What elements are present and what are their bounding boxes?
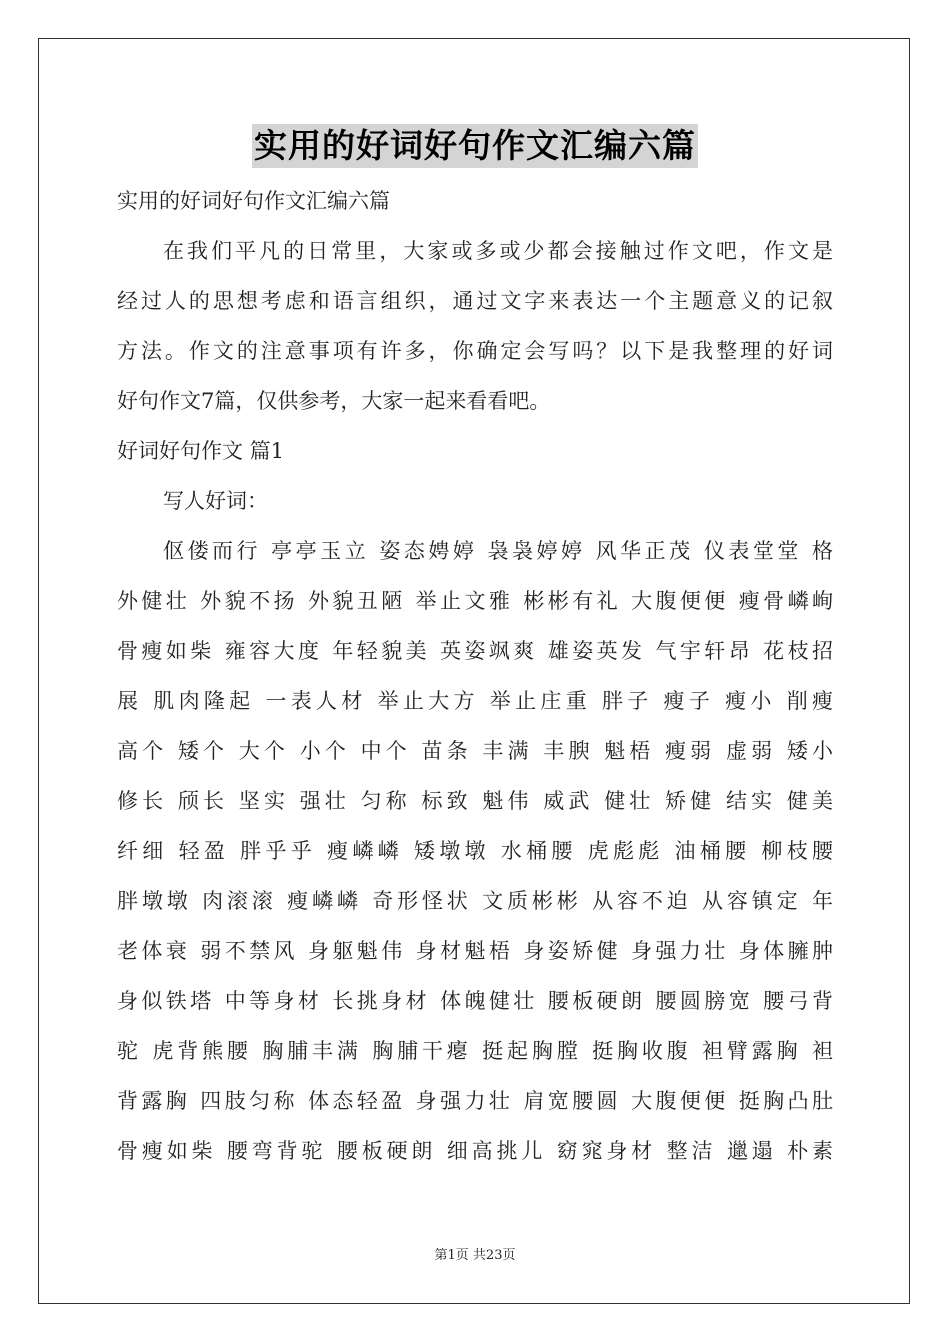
word-line: 老体衰 弱不禁风 身躯魁伟 身材魁梧 身姿矫健 身强力壮 身体臃肿	[117, 939, 833, 963]
title-container	[0, 124, 950, 168]
word-line: 胖墩墩 肉滚滚 瘦嶙嶙 奇形怪状 文质彬彬 从容不迫 从容镇定 年	[117, 889, 833, 913]
page-footer: 第1页 共23页	[434, 1248, 516, 1263]
word-line: 修长 颀长 坚实 强壮 匀称 标致 魁伟 威武 健壮 矫健 结实 健美	[117, 789, 833, 813]
word-line: 高个 矮个 大个 小个 中个 苗条 丰满 丰腴 魁梧 瘦弱 虚弱 矮小	[117, 739, 833, 763]
intro-line: 方法。作文的注意事项有许多，你确定会写吗？以下是我整理的好词	[117, 339, 833, 363]
intro-line: 在我们平凡的日常里，大家或多或少都会接触过作文吧，作文是	[163, 239, 833, 263]
word-line: 纤细 轻盈 胖乎乎 瘦嶙嶙 矮墩墩 水桶腰 虎彪彪 油桶腰 柳枝腰	[117, 839, 833, 863]
section-heading: 好词好句作文 篇1	[117, 439, 285, 463]
intro-line: 好句作文7篇，仅供参考，大家一起来看看吧。	[117, 389, 551, 413]
word-line: 骨瘦如柴 腰弯背驼 腰板硬朗 细高挑儿 窈窕身材 整洁 邋遢 朴素	[117, 1139, 833, 1163]
intro-line: 经过人的思想考虑和语言组织，通过文字来表达一个主题意义的记叙	[117, 289, 833, 313]
word-line: 身似铁塔 中等身材 长挑身材 体魄健壮 腰板硬朗 腰圆膀宽 腰弓背	[117, 989, 833, 1013]
word-line: 驼 虎背熊腰 胸脯丰满 胸脯干瘪 挺起胸膛 挺胸收腹 袒臂露胸 袒	[117, 1039, 833, 1063]
word-line: 外健壮 外貌不扬 外貌丑陋 举止文雅 彬彬有礼 大腹便便 瘦骨嶙峋	[117, 589, 833, 613]
word-line: 背露胸 四肢匀称 体态轻盈 身强力壮 肩宽腰圆 大腹便便 挺胸凸肚	[117, 1089, 833, 1113]
word-line: 伛偻而行 亭亭玉立 姿态娉婷 袅袅婷婷 风华正茂 仪表堂堂 格	[163, 539, 833, 563]
document-body	[117, 176, 833, 1176]
document-title: 实用的好词好句作文汇编六篇	[252, 124, 698, 168]
word-line: 骨瘦如柴 雍容大度 年轻貌美 英姿飒爽 雄姿英发 气宇轩昂 花枝招	[117, 639, 833, 663]
category-label: 写人好词：	[163, 489, 268, 513]
word-line: 展 肌肉隆起 一表人材 举止大方 举止庄重 胖子 瘦子 瘦小 削瘦	[117, 689, 833, 713]
subtitle: 实用的好词好句作文汇编六篇	[117, 189, 390, 213]
